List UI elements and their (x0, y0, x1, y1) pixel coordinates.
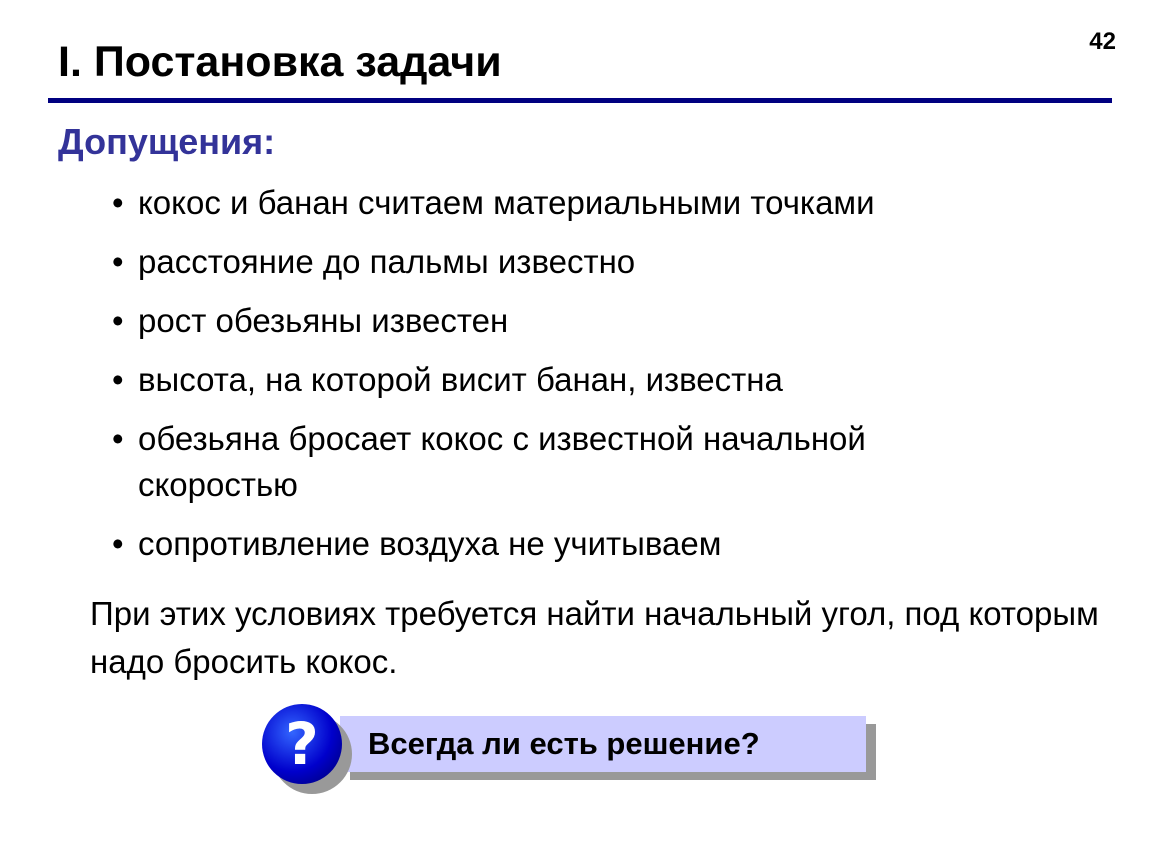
bullet-icon: • (112, 525, 124, 562)
question-callout (340, 716, 866, 772)
list-item-text: кокос и банан считаем материальными точками (138, 184, 875, 221)
list-item-text: обезьяна бросает кокос с известной начальной скоростью (138, 420, 866, 503)
list-item-text: высота, на которой висит банан, известна (138, 361, 783, 398)
section-heading: Допущения: (58, 121, 276, 162)
question-mark-icon (262, 704, 342, 784)
list-item-text: сопротивление воздуха не учитываем (138, 525, 722, 562)
list-item (112, 239, 1072, 285)
list-item-text: расстояние до пальмы известно (138, 243, 636, 280)
list-item (112, 180, 1072, 226)
list-item-text: рост обезьяны известен (138, 302, 509, 339)
list-item (112, 521, 1072, 567)
question-mark-glyph: ? (285, 710, 319, 778)
bullet-icon: • (112, 420, 124, 457)
bullet-icon: • (112, 243, 124, 280)
list-item (112, 298, 1072, 344)
bullet-icon: • (112, 184, 124, 221)
page-number: 42 (1089, 28, 1116, 55)
question-text: Всегда ли есть решение? (368, 726, 760, 761)
bullet-icon: • (112, 302, 124, 339)
list-item (112, 357, 1072, 403)
list-item (112, 416, 1072, 508)
title-divider (48, 98, 1112, 103)
assumptions-list (112, 180, 1072, 580)
closing-paragraph: При этих условиях требуется найти начальный угол, под которым надо бросить кокос. (90, 595, 1099, 680)
slide-title: I. Постановка задачи (58, 38, 502, 86)
bullet-icon: • (112, 361, 124, 398)
